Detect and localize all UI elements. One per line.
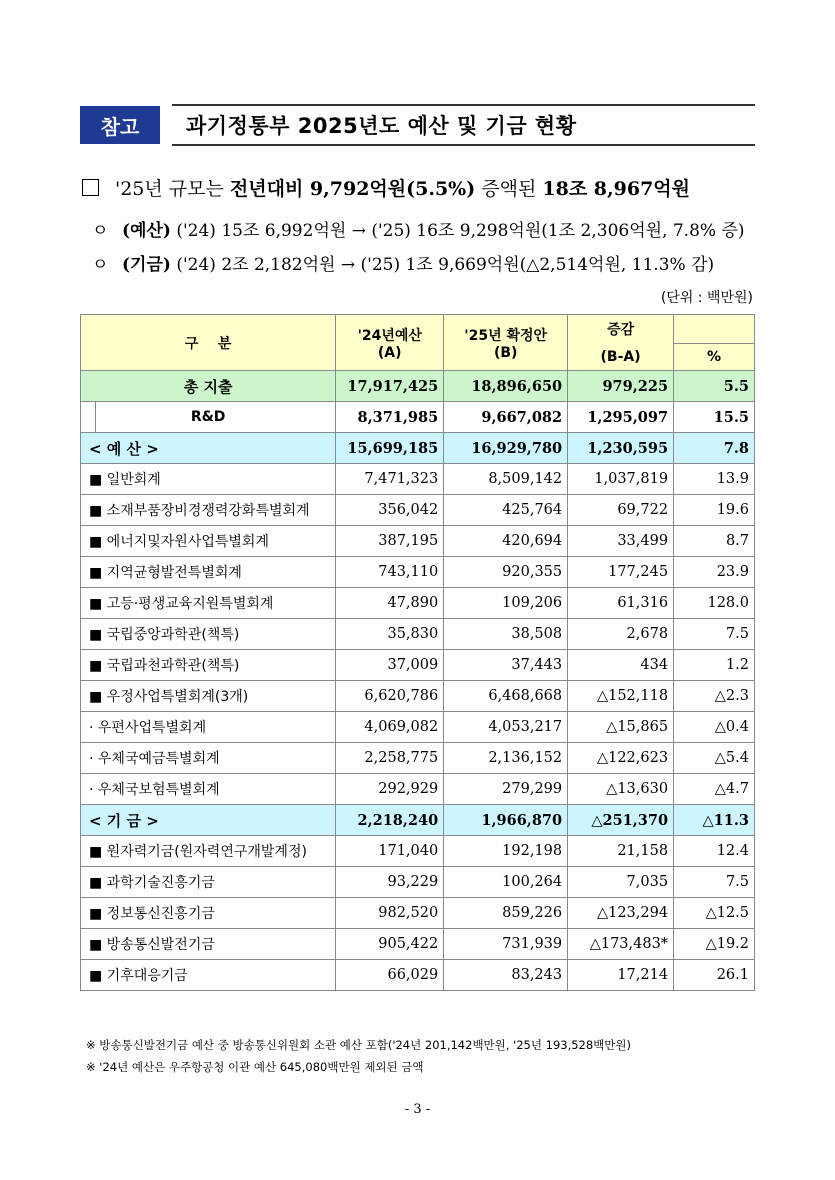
row-label: · 우체국예금특별회계: [81, 743, 336, 774]
row-label: ■ 기후대응기금: [81, 960, 336, 991]
bullet-budget: [92, 216, 745, 241]
cell-c: 69,722: [568, 495, 674, 526]
cell-c: 1,037,819: [568, 464, 674, 495]
header-col-b: [444, 315, 568, 371]
cell-c: △123,294: [568, 898, 674, 929]
header-col-b-line2: (B): [493, 344, 518, 361]
cell-d: 5.5: [674, 371, 755, 402]
table-row: [81, 588, 755, 619]
table-row: [81, 650, 755, 681]
bullet-circle-icon: ㅇ: [92, 221, 109, 241]
header-col-d: %: [674, 344, 755, 371]
table-row: [81, 898, 755, 929]
footnotes: [86, 1034, 631, 1078]
row-label: ■ 정보통신진흥기금: [81, 898, 336, 929]
footnote-1: ※ 방송통신발전기금 예산 중 방송통신위원회 소관 예산 포함('24년 201,142백만원, '25년 193,528백만원): [86, 1038, 632, 1052]
bullet-text: ('24) 15조 6,992억원 → ('25) 16조 9,298억원(1조 2,306억원, 7.8% 증): [170, 221, 745, 241]
cell-b: 279,299: [444, 774, 568, 805]
cell-d: 15.5: [674, 402, 755, 433]
cell-d: 23.9: [674, 557, 755, 588]
cell-b: 18,896,650: [444, 371, 568, 402]
cell-b: 37,443: [444, 650, 568, 681]
bullet-text: ('24) 2조 2,182억원 → ('25) 1조 9,669억원(△2,514억원, 11.3% 감): [170, 255, 715, 275]
table-row: [81, 557, 755, 588]
budget-table: [80, 314, 755, 991]
row-label: R&D: [81, 402, 336, 433]
cell-c: 21,158: [568, 836, 674, 867]
cell-a: 47,890: [336, 588, 444, 619]
cell-a: 35,830: [336, 619, 444, 650]
cell-c: 1,230,595: [568, 433, 674, 464]
table-row: [81, 929, 755, 960]
reference-badge: 참고: [80, 106, 160, 144]
cell-b: 192,198: [444, 836, 568, 867]
cell-a: 66,029: [336, 960, 444, 991]
header-category: 구 분: [81, 315, 336, 371]
row-label: ■ 원자력기금(원자력연구개발계정): [81, 836, 336, 867]
cell-b: 109,206: [444, 588, 568, 619]
cell-d: 7.5: [674, 619, 755, 650]
cell-d: 26.1: [674, 960, 755, 991]
cell-c: △13,630: [568, 774, 674, 805]
cell-a: 171,040: [336, 836, 444, 867]
cell-b: 420,694: [444, 526, 568, 557]
cell-b: 4,053,217: [444, 712, 568, 743]
table-row: [81, 526, 755, 557]
row-label: ■ 방송통신발전기금: [81, 929, 336, 960]
row-label: ■ 고등·평생교육지원특별회계: [81, 588, 336, 619]
summary-text-a: '25년 규모는: [115, 178, 230, 200]
row-label: ■ 일반회계: [81, 464, 336, 495]
cell-b: 1,966,870: [444, 805, 568, 836]
cell-c: 1,295,097: [568, 402, 674, 433]
cell-d: △4.7: [674, 774, 755, 805]
cell-b: 731,939: [444, 929, 568, 960]
cell-a: 8,371,985: [336, 402, 444, 433]
row-label: ■ 우정사업특별회계(3개): [81, 681, 336, 712]
cell-c: 61,316: [568, 588, 674, 619]
header-col-a-line2: (A): [377, 344, 402, 361]
cell-a: 37,009: [336, 650, 444, 681]
cell-a: 2,258,775: [336, 743, 444, 774]
bullet-label: (예산): [122, 221, 171, 241]
cell-a: 387,195: [336, 526, 444, 557]
cell-b: 16,929,780: [444, 433, 568, 464]
table-row: [81, 402, 755, 433]
table-row: [81, 619, 755, 650]
table-row: [81, 464, 755, 495]
unit-label: (단위 : 백만원): [660, 290, 753, 306]
bullet-label: (기금): [122, 255, 171, 275]
cell-d: 13.9: [674, 464, 755, 495]
cell-c: 17,214: [568, 960, 674, 991]
cell-d: 128.0: [674, 588, 755, 619]
cell-c: 2,678: [568, 619, 674, 650]
table-row: [81, 805, 755, 836]
cell-c: △251,370: [568, 805, 674, 836]
cell-a: 356,042: [336, 495, 444, 526]
header-col-c-top: 증감: [568, 315, 674, 344]
bullet-fund: [92, 250, 714, 275]
row-label: < 예 산 >: [81, 433, 336, 464]
row-label: < 기 금 >: [81, 805, 336, 836]
cell-a: 7,471,323: [336, 464, 444, 495]
cell-b: 920,355: [444, 557, 568, 588]
cell-d: 7.8: [674, 433, 755, 464]
row-label: ■ 소재부품장비경쟁력강화특별회계: [81, 495, 336, 526]
table-row: [81, 774, 755, 805]
table-row: [81, 495, 755, 526]
header-rule-bottom: [172, 144, 755, 146]
section-header: [80, 104, 755, 146]
cell-a: 743,110: [336, 557, 444, 588]
cell-c: 979,225: [568, 371, 674, 402]
table-row: [81, 371, 755, 402]
cell-a: 6,620,786: [336, 681, 444, 712]
cell-b: 83,243: [444, 960, 568, 991]
table-row: [81, 836, 755, 867]
cell-d: 7.5: [674, 867, 755, 898]
cell-b: 8,509,142: [444, 464, 568, 495]
table-body: [81, 371, 755, 991]
cell-a: 905,422: [336, 929, 444, 960]
table-row: [81, 712, 755, 743]
cell-c: 177,245: [568, 557, 674, 588]
summary-text-d: 18조 8,967억원: [542, 178, 691, 200]
cell-a: 17,917,425: [336, 371, 444, 402]
cell-b: 859,226: [444, 898, 568, 929]
row-label: ■ 과학기술진흥기금: [81, 867, 336, 898]
cell-d: 12.4: [674, 836, 755, 867]
cell-c: 7,035: [568, 867, 674, 898]
header-col-a-line1: '24년예산: [357, 327, 422, 344]
row-label: ■ 에너지및자원사업특별회계: [81, 526, 336, 557]
cell-b: 9,667,082: [444, 402, 568, 433]
table-row: [81, 867, 755, 898]
cell-c: 33,499: [568, 526, 674, 557]
cell-a: 93,229: [336, 867, 444, 898]
cell-d: △19.2: [674, 929, 755, 960]
cell-d: 19.6: [674, 495, 755, 526]
cell-c: △173,483*: [568, 929, 674, 960]
cell-b: 6,468,668: [444, 681, 568, 712]
row-label: ■ 지역균형발전특별회계: [81, 557, 336, 588]
row-label: 총 지출: [81, 371, 336, 402]
table-row: [81, 433, 755, 464]
header-col-b-line1: '25년 확정안: [464, 327, 548, 344]
row-label: · 우체국보험특별회계: [81, 774, 336, 805]
cell-c: △15,865: [568, 712, 674, 743]
footnote-2: ※ '24년 예산은 우주항공청 이관 예산 645,080백만원 제외된 금액: [86, 1060, 424, 1074]
row-label: ■ 국립중앙과학관(책특): [81, 619, 336, 650]
cell-b: 38,508: [444, 619, 568, 650]
cell-b: 425,764: [444, 495, 568, 526]
header-rule-top: [172, 104, 755, 106]
table-row: [81, 960, 755, 991]
row-label: · 우편사업특별회계: [81, 712, 336, 743]
page-title: 과기정통부 2025년도 예산 및 기금 현황: [186, 114, 577, 138]
bullet-circle-icon: ㅇ: [92, 255, 109, 275]
checkbox-square-icon: [82, 179, 99, 196]
cell-d: △0.4: [674, 712, 755, 743]
cell-a: 982,520: [336, 898, 444, 929]
header-col-a: [336, 315, 444, 371]
table-row: [81, 743, 755, 774]
cell-a: 2,218,240: [336, 805, 444, 836]
cell-a: 4,069,082: [336, 712, 444, 743]
cell-b: 100,264: [444, 867, 568, 898]
cell-c: △152,118: [568, 681, 674, 712]
cell-d: △2.3: [674, 681, 755, 712]
cell-a: 292,929: [336, 774, 444, 805]
cell-d: △5.4: [674, 743, 755, 774]
cell-c: 434: [568, 650, 674, 681]
row-label: ■ 국립과천과학관(책특): [81, 650, 336, 681]
summary-text-b: 전년대비 9,792억원(5.5%): [229, 178, 476, 200]
summary-line: [82, 174, 690, 201]
cell-d: 8.7: [674, 526, 755, 557]
cell-d: 1.2: [674, 650, 755, 681]
page-number: - 3 -: [404, 1102, 431, 1117]
summary-text-c: 증액된: [475, 178, 543, 200]
cell-b: 2,136,152: [444, 743, 568, 774]
cell-c: △122,623: [568, 743, 674, 774]
cell-a: 15,699,185: [336, 433, 444, 464]
cell-d: △11.3: [674, 805, 755, 836]
header-col-c-bottom: (B-A): [568, 344, 674, 371]
table-row: [81, 681, 755, 712]
cell-d: △12.5: [674, 898, 755, 929]
header-col-d-top: [674, 315, 755, 344]
